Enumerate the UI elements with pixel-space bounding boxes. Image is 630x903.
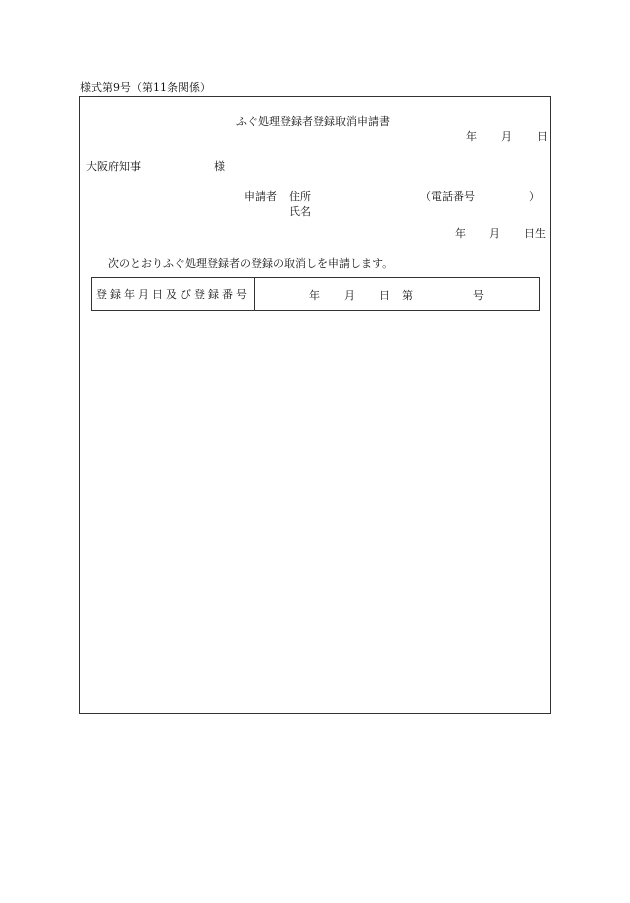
form-title: ふぐ処理登録者登録取消申請書 (236, 115, 390, 128)
date-day: 日 (537, 130, 548, 143)
reg-number-prefix: 第 (402, 289, 413, 302)
form-frame (79, 96, 551, 714)
addressee-name: 大阪府知事 (86, 160, 141, 173)
birth-month: 月 (489, 227, 500, 240)
name-label: 氏名 (289, 205, 311, 218)
registration-value[interactable] (255, 278, 539, 310)
reg-day: 日 (379, 289, 390, 302)
phone-close: ） (529, 190, 540, 203)
reg-month: 月 (344, 289, 355, 302)
applicant-label: 申請者 (244, 190, 277, 203)
reg-year: 年 (309, 289, 320, 302)
registration-label: 登録年月日及び登録番号 (92, 278, 255, 310)
date-month: 月 (501, 130, 512, 143)
date-year: 年 (466, 130, 477, 143)
birth-year: 年 (455, 227, 466, 240)
phone-label: （電話番号 (420, 190, 475, 203)
birth-day: 日生 (524, 227, 546, 240)
statement-text: 次のとおりふぐ処理登録者の登録の取消しを申請します。 (108, 257, 394, 270)
addressee-honorific: 様 (214, 160, 225, 173)
reg-number-suffix: 号 (473, 289, 484, 302)
address-label: 住所 (289, 190, 311, 203)
form-number: 様式第9号（第11条関係） (80, 81, 211, 94)
registration-table (91, 277, 540, 311)
